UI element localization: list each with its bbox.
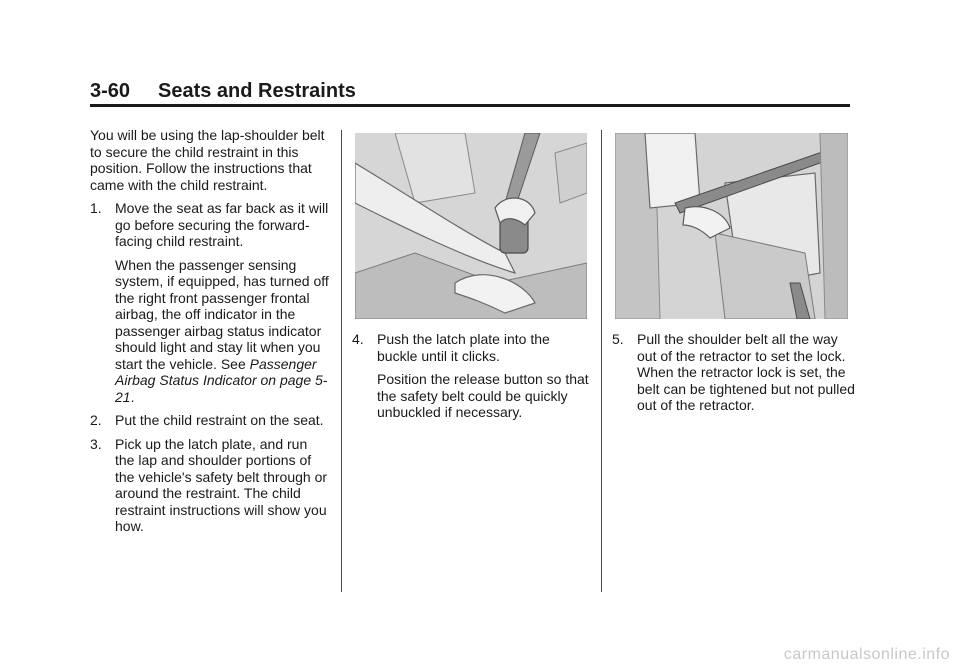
step-3	[90, 436, 330, 535]
note-text: When the passenger sensing system, if equipped, has turned off the right front passenger frontal airbag, the off indicator in the passenger airbag status indicator should light and stay lit when you start the vehicle. See	[115, 256, 329, 372]
intro-paragraph: You will be using the lap-shoulder belt to secure the child restraint in this position. Follow the instructions that came with the child restraint.	[90, 127, 325, 193]
step-number: 3.	[90, 435, 102, 452]
column-1	[90, 127, 330, 535]
illustration-shoulder-belt-retractor	[615, 133, 848, 319]
step-text: Move the seat as far back as it will go before securing the forward-facing child restraint.	[115, 200, 329, 249]
buckle-illustration	[355, 133, 587, 319]
page-number: 3-60	[90, 80, 131, 102]
watermark: carmanualsonline.info	[783, 646, 950, 663]
column-divider-1	[341, 130, 342, 592]
header-rule	[90, 104, 850, 107]
column-3	[612, 331, 857, 414]
step-4	[352, 331, 592, 364]
step-text: Pick up the latch plate, and run the lap and shoulder portions of the vehicle's safety belt through or around the restraint. The child restraint instructions will show you how.	[115, 435, 328, 534]
step-text: Push the latch plate into the buckle until it clicks.	[377, 331, 550, 364]
column-divider-2	[601, 130, 602, 592]
step-text: Put the child restraint on the seat.	[115, 412, 324, 428]
cross-reference-link[interactable]: Passenger Airbag Status Indicator on page 5-21	[115, 355, 328, 405]
step-5	[612, 331, 857, 414]
section-title: Seats and Restraints	[158, 80, 356, 102]
illustration-latch-plate-buckle	[355, 133, 587, 319]
step-1-note	[90, 257, 330, 406]
column-2	[352, 331, 592, 421]
step-4-note: Position the release button so that the safety belt could be quickly unbuckled if necessary.	[377, 371, 589, 420]
step-number: 1.	[90, 200, 102, 216]
retractor-illustration	[615, 133, 848, 319]
step-number: 4.	[352, 331, 364, 347]
step-2	[90, 412, 330, 429]
note-suffix: .	[130, 388, 135, 405]
step-1	[90, 200, 330, 250]
step-number: 2.	[90, 412, 102, 428]
step-number: 5.	[612, 331, 624, 347]
step-text: Pull the shoulder belt all the way out of the retractor to set the lock. When the retractor lock is set, the belt can be tightened but not pulled out of the retractor.	[637, 331, 855, 413]
